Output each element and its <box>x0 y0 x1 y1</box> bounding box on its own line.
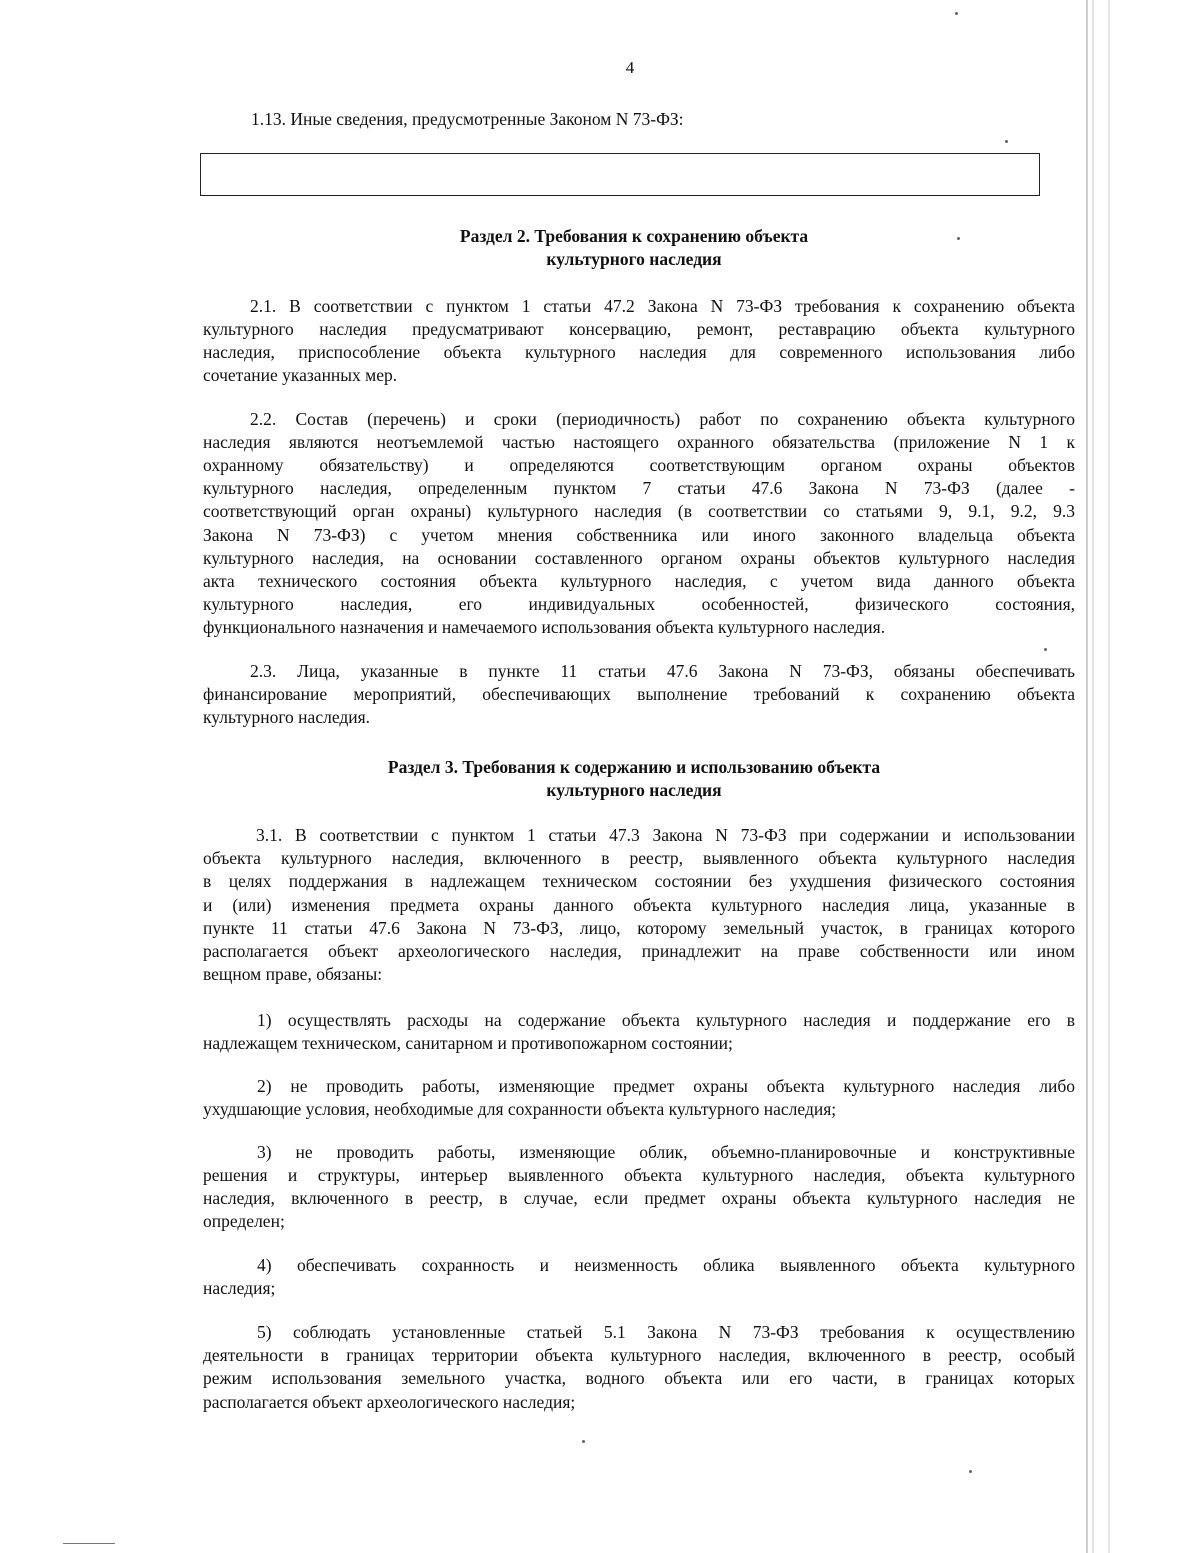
text-line: культурного наследия предусматривают консервацию, ремонт, реставрацию объекта культурного <box>203 319 1075 339</box>
text-line: располагается объект археологического наследия; <box>203 1392 576 1412</box>
other-info-field <box>200 153 1040 196</box>
text-line: 3) не проводить работы, изменяющие облик, объемно-планировочные и конструктивные <box>257 1142 1075 1162</box>
text-line: ухудшающие условия, необходимые для сохранности объекта культурного наследия; <box>203 1099 837 1119</box>
text-line: 2.2. Состав (перечень) и сроки (периодичность) работ по сохранению объекта культурного <box>250 409 1075 429</box>
section-3-title-line-1: Раздел 3. Требования к содержанию и использованию объекта <box>387 757 881 777</box>
section-2-title-line-1: Раздел 2. Требования к сохранению объекта <box>459 226 809 246</box>
scan-speck <box>955 12 958 15</box>
text-line: функционального назначения и намечаемого использования объекта культурного наследия. <box>203 617 886 637</box>
scan-speck <box>582 1440 585 1443</box>
text-line: акта технического состояния объекта культурного наследия, с учетом вида данного объекта <box>203 571 1075 591</box>
text-line: деятельности в границах территории объекта культурного наследия, включенного в реестр, особый <box>203 1345 1075 1365</box>
text-line: режим использования земельного участка, водного объекта или его части, в границах которых <box>203 1368 1075 1388</box>
text-line: культурного наследия, его индивидуальных особенностей, физического состояния, <box>203 594 1075 614</box>
text-line: 4) обеспечивать сохранность и неизменность облика выявленного объекта культурного <box>257 1255 1075 1275</box>
text-line: объекта культурного наследия, включенного в реестр, выявленного объекта культурного наследия <box>203 848 1075 868</box>
text-line: и (или) изменения предмета охраны данного объекта культурного наследия лица, указанные в <box>203 895 1075 915</box>
text-line: 1) осуществлять расходы на содержание объекта культурного наследия и поддержание его в <box>257 1010 1075 1030</box>
scan-speck <box>1005 140 1008 143</box>
text-line: 2.3. Лица, указанные в пункте 11 статьи 47.6 Закона N 73-ФЗ, обязаны обеспечивать <box>250 661 1075 681</box>
footer-rule <box>63 1543 115 1544</box>
text-line: 2) не проводить работы, изменяющие предмет охраны объекта культурного наследия либо <box>257 1076 1075 1096</box>
text-line: культурного наследия. <box>203 707 371 727</box>
item-1-13: 1.13. Иные сведения, предусмотренные Законом N 73-ФЗ: <box>251 109 684 129</box>
text-line: 5) соблюдать установленные статьей 5.1 Закона N 73-ФЗ требования к осуществлению <box>257 1322 1075 1342</box>
text-line: сочетание указанных мер. <box>203 365 398 385</box>
text-line: определен; <box>203 1211 285 1231</box>
text-line: наследия являются неотъемлемой частью настоящего охранного обязательства (приложение N 1 к <box>203 432 1075 452</box>
text-line: пункте 11 статьи 47.6 Закона N 73-ФЗ, лицо, которому земельный участок, в границах которого <box>203 918 1075 938</box>
text-line: наследия, приспособление объекта культурного наследия для современного использования либо <box>203 342 1075 362</box>
text-line: 2.1. В соответствии с пунктом 1 статьи 47.2 Закона N 73-ФЗ требования к сохранению объекта <box>250 296 1075 316</box>
section-2-title-line-2: культурного наследия <box>546 249 722 269</box>
text-line: располагается объект археологического наследия, принадлежит на праве собственности или ином <box>203 941 1075 961</box>
text-line: финансирование мероприятий, обеспечивающих выполнение требований к сохранению объекта <box>203 684 1075 704</box>
text-line: культурного наследия, на основании составленного органом охраны объектов культурного наследия <box>203 548 1075 568</box>
text-line: культурного наследия, определенным пунктом 7 статьи 47.6 Закона N 73-ФЗ (далее - <box>203 478 1075 498</box>
text-line: наследия; <box>203 1278 276 1298</box>
text-line: 3.1. В соответствии с пунктом 1 статьи 47.3 Закона N 73-ФЗ при содержании и использовании <box>256 825 1075 845</box>
text-line: соответствующий орган охраны) культурного наследия (в соответствии со статьями 9, 9.1, 9.2, 9.3 <box>203 501 1075 521</box>
scan-speck <box>969 1470 972 1473</box>
text-line: надлежащем техническом, санитарном и противопожарном состоянии; <box>203 1033 733 1053</box>
page-number: 4 <box>625 58 635 77</box>
text-line: Закона N 73-ФЗ) с учетом мнения собственника или иного законного владельца объекта <box>203 525 1075 545</box>
text-line: охранному обязательству) и определяются соответствующим органом охраны объектов <box>203 455 1075 475</box>
text-line: вещном праве, обязаны: <box>203 964 383 984</box>
text-line: решения и структуры, интерьер выявленного объекта культурного наследия, объекта культурного <box>203 1165 1075 1185</box>
text-line: наследия, включенного в реестр, в случае, если предмет охраны объекта культурного наследия не <box>203 1188 1075 1208</box>
scan-speck <box>1044 648 1047 651</box>
section-3-title-line-2: культурного наследия <box>546 780 722 800</box>
text-line: в целях поддержания в надлежащем техническом состоянии без ухудшения физического состояния <box>203 871 1075 891</box>
